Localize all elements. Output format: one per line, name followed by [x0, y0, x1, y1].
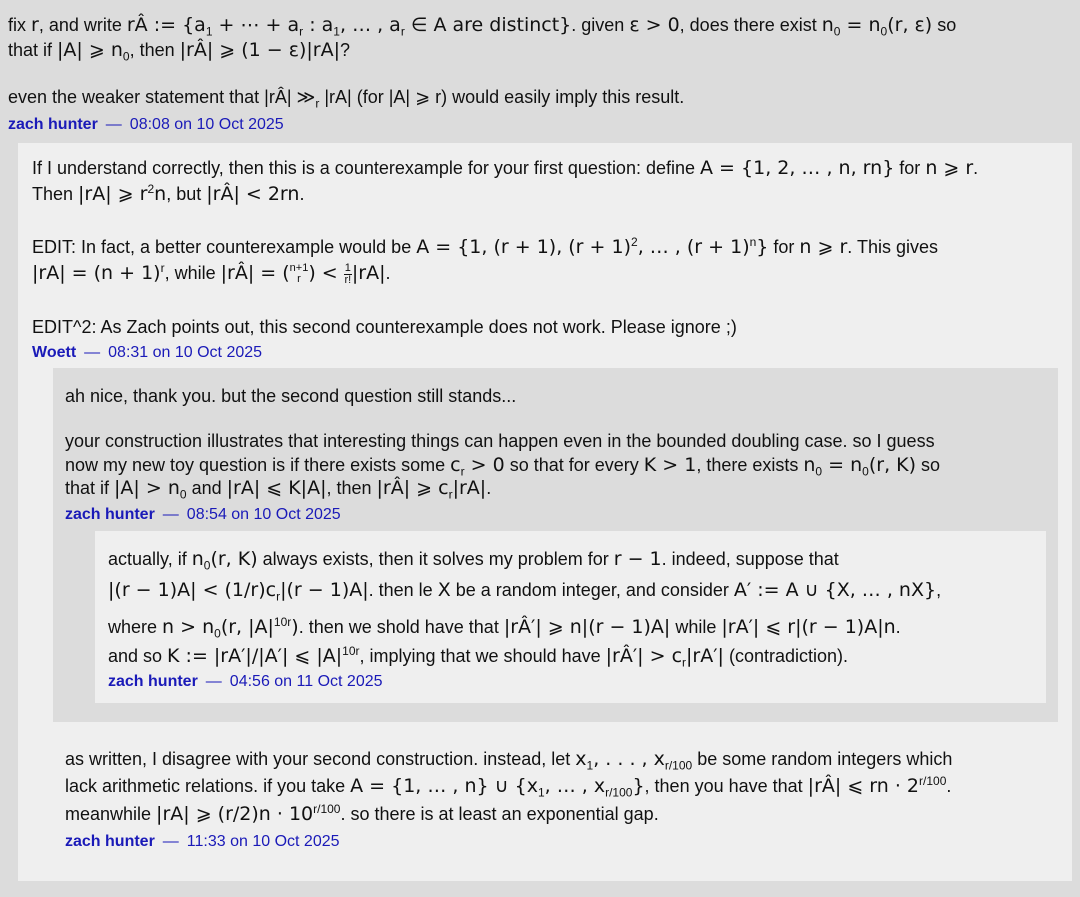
comment-text: lack arithmetic relations. if you take A = {1, … , n} ∪ {$x_1$, … , $x_{r/100}$}, then you have that |rÂ| ⩽ rn · $2^{r/100}$. [65, 774, 952, 800]
comment-text: and so K := |rA′|/|A′| ⩽ $|A|^{10r}$, implying that we should have |rÂ′| > $c_r|rA'|$ (contradiction). [108, 644, 849, 670]
comment-text: as written, I disagree with your second construction. instead, let $x_1$, . . . , $x_{r/100}$ be some random integers which [65, 748, 953, 773]
timestamp-link[interactable]: 08:08 on 10 Oct 2025 [129, 116, 284, 133]
comment-meta: zach hunter — 08:54 on 10 Oct 2025 [65, 506, 341, 523]
comment-text: that if $|A| > n_0$ and |rA| ⩽ K|A|, then |rÂ| ⩾ $c_r|rA|$. [65, 477, 492, 502]
author-link[interactable]: Woett [32, 344, 77, 361]
comment-text: If I understand correctly, then this is a counterexample for your first question: define A = {1, 2, … , n, rn} for n ⩾ r. [32, 157, 979, 179]
post-line-3: even the weaker statement that |rÂ| $≫_r$ |rA| (for |A| ⩾ r) would easily imply this result. [8, 87, 685, 111]
comment-meta: Woett — 08:31 on 10 Oct 2025 [32, 344, 263, 361]
comment-text: where $n > n_0(r$, $|A|^{10r}$). then we shold have that |rÂ′| ⩾ n|(r − 1)A| while |rA′| ⩽ r|(r − 1)A|n. [108, 615, 901, 641]
post-line-2: that if |A| ⩾ $n_0$, then |rÂ| ⩾ (1 − ε)|rA|? [8, 39, 351, 64]
comment-text: EDIT: In fact, a better counterexample would be A = {1, (r + 1), $(r + 1)^2$, … , $(r + 1)^n$} for n ⩾ r. This gives [32, 235, 938, 258]
post-meta: zach hunter — 08:08 on 10 Oct 2025 [8, 116, 284, 133]
binomial: n+1 r [289, 262, 309, 286]
author-link[interactable]: zach hunter [8, 116, 98, 133]
timestamp-link[interactable]: 11:33 on 10 Oct 2025 [186, 833, 340, 850]
comment-text: Then |rA| ⩾ $r^2n$, but |rÂ| < 2rn. [32, 182, 305, 205]
comment-box [95, 531, 1046, 703]
post-line-1: fix r, and write rÂ := {$a_1$ + ⋯ + $a_r$ : $a_1$, … , $a_r$ ∈ A are distinct}. given ε > 0, does there exist $n_0 = n_0(r$, ε) so [8, 14, 957, 39]
comment-text: ah nice, thank you. but the second question still stands... [65, 386, 517, 406]
author-link[interactable]: zach hunter [65, 833, 155, 850]
timestamp-link[interactable]: 04:56 on 11 Oct 2025 [229, 673, 383, 690]
comment-meta: zach hunter — 11:33 on 10 Oct 2025 [65, 833, 340, 850]
comment-text: $|rA| = (n + 1)^r$, while |rÂ| = ( n+1 r ) < $\frac{1}{r!}$ |rA|. [32, 261, 391, 286]
comment-text: now my new toy question is if there exists some $c_r > 0$ so that for every K > 1, there exists $n_0 = n_0(r$, K) so [65, 454, 941, 479]
author-link[interactable]: zach hunter [108, 673, 198, 690]
comment-text: actually, if $n_0(r$, K) always exists, then it solves my problem for r − 1. indeed, suppose that [108, 548, 839, 573]
timestamp-link[interactable]: 08:54 on 10 Oct 2025 [186, 506, 341, 523]
fraction: $\frac{1}{r!}$ [344, 261, 352, 286]
comment-text: $|(r - 1)A| < (1/r)c_r|(r - 1)A|$. then le X be a random integer, and consider A′ := A ∪ {X, … , nX}, [108, 579, 942, 604]
timestamp-link[interactable]: 08:31 on 10 Oct 2025 [108, 344, 263, 361]
author-link[interactable]: zach hunter [65, 506, 155, 523]
comment-text: your construction illustrates that interesting things can happen even in the bounded doubling case. so I guess [65, 431, 935, 451]
comment-text: meanwhile |rA| ⩾ $(r/2)n \cdot 10^{r/100}$. so there is at least an exponential gap. [65, 802, 659, 825]
comment-text: EDIT^2: As Zach points out, this second counterexample does not work. Please ignore ;) [32, 317, 737, 337]
comment-meta: zach hunter — 04:56 on 11 Oct 2025 [108, 673, 383, 690]
